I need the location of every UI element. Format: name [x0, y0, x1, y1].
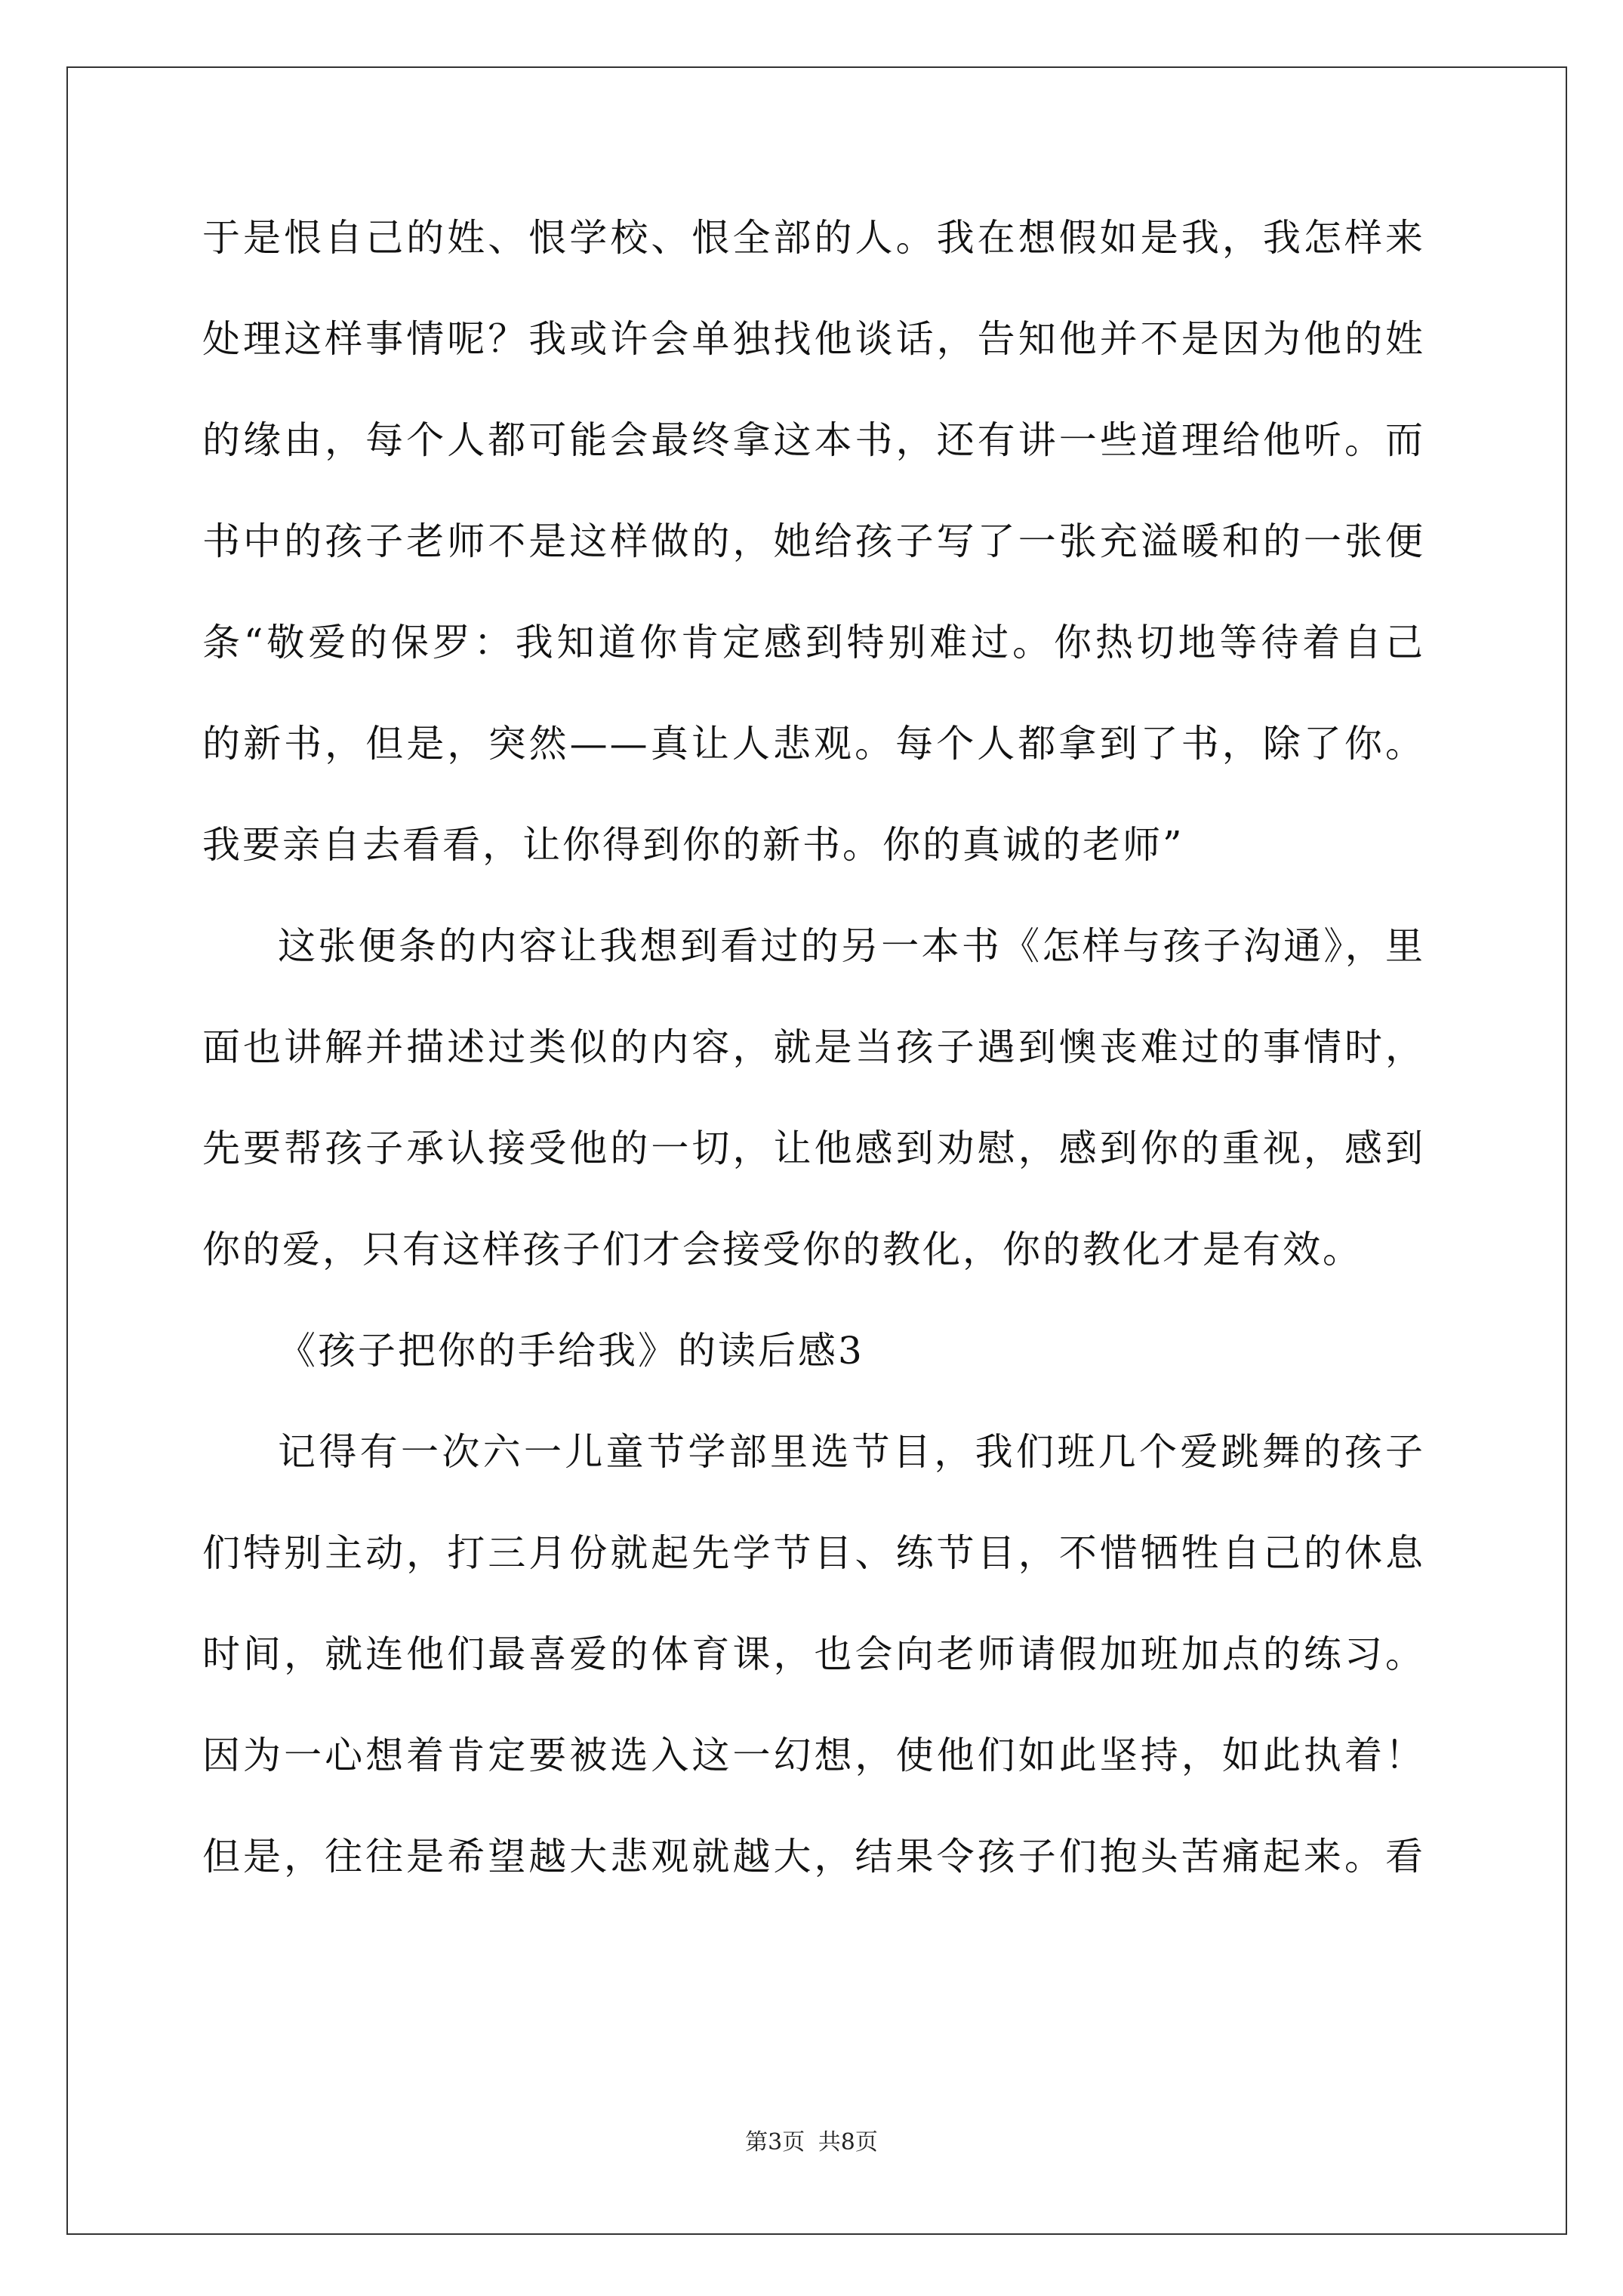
- text-line: 于是恨自己的姓、恨学校、恨全部的人。我在想假如是我，我怎样来: [202, 216, 1425, 260]
- page-total: 共8页: [818, 2129, 878, 2156]
- text-line: 先要帮孩子承认接受他的一切，让他感到劝慰，感到你的重视，感到: [202, 1126, 1425, 1170]
- text-line: 条“敬爱的保罗：我知道你肯定感到特别难过。你热切地等待着自己: [202, 621, 1425, 664]
- text-line: 的新书，但是，突然——真让人悲观。每个人都拿到了书，除了你。: [202, 722, 1425, 766]
- text-line: 处理这样事情呢？我或许会单独找他谈话，告知他并不是因为他的姓: [202, 317, 1425, 361]
- text-line: 时间，就连他们最喜爱的体育课，也会向老师请假加班加点的练习。: [202, 1632, 1425, 1676]
- text-line: 面也讲解并描述过类似的内容，就是当孩子遇到懊丧难过的事情时，: [202, 1025, 1425, 1069]
- text-line: 因为一心想着肯定要被选入这一幻想，使他们如此坚持，如此执着！: [202, 1734, 1425, 1777]
- paragraph-start-line: 记得有一次六一儿童节学部里选节目，我们班几个爱跳舞的孩子: [278, 1430, 1425, 1474]
- page-number: 第3页: [745, 2129, 805, 2156]
- text-line: 的缘由，每个人都可能会最终拿这本书，还有讲一些道理给他听。而: [202, 418, 1425, 462]
- paragraph-start-line: 这张便条的内容让我想到看过的另一本书《怎样与孩子沟通》，里: [278, 924, 1425, 968]
- page-footer: [0, 2128, 1623, 2158]
- text-line: 书中的孩子老师不是这样做的，她给孩子写了一张充溢暖和的一张便: [202, 519, 1425, 563]
- section-heading: 《孩子把你的手给我》的读后感3: [278, 1329, 864, 1373]
- text-line: 们特别主动，打三月份就起先学节目、练节目，不惜牺牲自己的休息: [202, 1531, 1425, 1575]
- text-line: 我要亲自去看看，让你得到你的新书。你的真诚的老师”: [202, 823, 1184, 867]
- text-line: 但是，往往是希望越大悲观就越大，结果令孩子们抱头苦痛起来。看: [202, 1835, 1425, 1878]
- text-line: 你的爱，只有这样孩子们才会接受你的教化，你的教化才是有效。: [202, 1228, 1363, 1271]
